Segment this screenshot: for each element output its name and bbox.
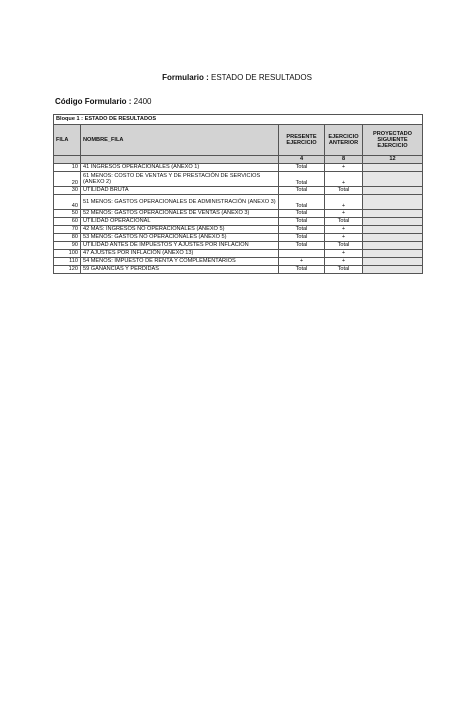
ejercicio-anterior-cell: + — [325, 234, 363, 242]
fila-cell: 30 — [54, 187, 81, 195]
presente-ejercicio-cell: Total — [279, 164, 325, 172]
ejercicio-anterior-cell: + — [325, 226, 363, 234]
ejercicio-anterior-cell: Total — [325, 218, 363, 226]
ejercicio-anterior-cell: + — [325, 195, 363, 210]
fila-cell: 40 — [54, 195, 81, 210]
column-header-anterior: EJERCICIO ANTERIOR — [325, 125, 363, 156]
nombre-fila-cell: 51 MENOS: GASTOS OPERACIONALES DE ADMINISTRACIÓN (ANEXO 3) — [81, 195, 279, 210]
fila-cell: 110 — [54, 258, 81, 266]
proyectado-cell — [363, 210, 423, 218]
nombre-fila-cell: 59 GANANCIAS Y PERDIDAS — [81, 266, 279, 274]
presente-ejercicio-cell: + — [279, 258, 325, 266]
fila-cell: 50 — [54, 210, 81, 218]
table-row — [54, 266, 423, 274]
nombre-fila-cell: 53 MENOS: GASTOS NO OPERACIONALES (ANEXO 5) — [81, 234, 279, 242]
column-header-presente: PRESENTE EJERCICIO — [279, 125, 325, 156]
presente-ejercicio-cell: Total — [279, 172, 325, 187]
presente-ejercicio-cell: Total — [279, 187, 325, 195]
proyectado-cell — [363, 226, 423, 234]
proyectado-cell — [363, 242, 423, 250]
fila-cell: 70 — [54, 226, 81, 234]
proyectado-cell — [363, 218, 423, 226]
ejercicio-anterior-cell: + — [325, 258, 363, 266]
column-header-fila: FILA — [54, 125, 81, 156]
form-code-label: Código Formulario : — [55, 97, 132, 106]
table-row — [54, 164, 423, 172]
presente-ejercicio-cell: Total — [279, 195, 325, 210]
proyectado-cell — [363, 172, 423, 187]
proyectado-cell — [363, 258, 423, 266]
fila-cell: 80 — [54, 234, 81, 242]
nombre-fila-cell: 41 INGRESOS OPERACIONALES (ANEXO 1) — [81, 164, 279, 172]
ejercicio-anterior-cell: Total — [325, 242, 363, 250]
nombre-fila-cell: UTILIDAD OPERACIONAL — [81, 218, 279, 226]
form-label: Formulario : — [162, 73, 209, 82]
column-number-blank — [81, 156, 279, 164]
ejercicio-anterior-cell: Total — [325, 187, 363, 195]
table-row — [54, 250, 423, 258]
table-row — [54, 218, 423, 226]
column-number-anterior: 8 — [325, 156, 363, 164]
block-header-row — [54, 115, 423, 125]
results-table — [53, 114, 423, 274]
table-row — [54, 242, 423, 250]
presente-ejercicio-cell: Total — [279, 210, 325, 218]
table-row — [54, 187, 423, 195]
fila-cell: 60 — [54, 218, 81, 226]
fila-cell: 20 — [54, 172, 81, 187]
nombre-fila-cell: 61 MENOS: COSTO DE VENTAS Y DE PRESTACIÓN DE SERVICIOS (ANEXO 2) — [81, 172, 279, 187]
column-number-proyectado: 12 — [363, 156, 423, 164]
ejercicio-anterior-cell: + — [325, 172, 363, 187]
ejercicio-anterior-cell: + — [325, 210, 363, 218]
form-name: ESTADO DE RESULTADOS — [211, 73, 312, 82]
table-row — [54, 226, 423, 234]
table-row — [54, 195, 423, 210]
table-row — [54, 210, 423, 218]
fila-cell: 100 — [54, 250, 81, 258]
proyectado-cell — [363, 195, 423, 210]
nombre-fila-cell: UTILIDAD ANTES DE IMPUESTOS Y AJUSTES POR INFLACION — [81, 242, 279, 250]
form-title — [0, 73, 474, 82]
presente-ejercicio-cell — [279, 250, 325, 258]
presente-ejercicio-cell: Total — [279, 242, 325, 250]
proyectado-cell — [363, 187, 423, 195]
column-number-presente: 4 — [279, 156, 325, 164]
ejercicio-anterior-cell: + — [325, 164, 363, 172]
presente-ejercicio-cell: Total — [279, 226, 325, 234]
nombre-fila-cell: 42 MAS: INGRESOS NO OPERACIONALES (ANEXO 5) — [81, 226, 279, 234]
table-row — [54, 234, 423, 242]
table-row — [54, 172, 423, 187]
form-code-value: 2400 — [133, 97, 152, 106]
fila-cell: 10 — [54, 164, 81, 172]
column-header-proyectado: PROYECTADO SIGUIENTE EJERCICIO — [363, 125, 423, 156]
proyectado-cell — [363, 266, 423, 274]
column-header-row — [54, 125, 423, 156]
column-number-row — [54, 156, 423, 164]
nombre-fila-cell: UTILIDAD BRUTA — [81, 187, 279, 195]
column-header-nombre: NOMBRE_FILA — [81, 125, 279, 156]
fila-cell: 90 — [54, 242, 81, 250]
fila-cell: 120 — [54, 266, 81, 274]
form-code — [55, 97, 151, 106]
proyectado-cell — [363, 164, 423, 172]
nombre-fila-cell: 47 AJUSTES POR INFLACIÓN (ANEXO 13) — [81, 250, 279, 258]
ejercicio-anterior-cell: + — [325, 250, 363, 258]
column-number-blank — [54, 156, 81, 164]
table-row — [54, 258, 423, 266]
presente-ejercicio-cell: Total — [279, 218, 325, 226]
presente-ejercicio-cell: Total — [279, 266, 325, 274]
nombre-fila-cell: 54 MENOS: IMPUESTO DE RENTA Y COMPLEMENTARIOS — [81, 258, 279, 266]
proyectado-cell — [363, 234, 423, 242]
nombre-fila-cell: 52 MENOS: GASTOS OPERACIONALES DE VENTAS (ANEXO 3) — [81, 210, 279, 218]
presente-ejercicio-cell: Total — [279, 234, 325, 242]
proyectado-cell — [363, 250, 423, 258]
ejercicio-anterior-cell: Total — [325, 266, 363, 274]
block-title: Bloque 1 : ESTADO DE RESULTADOS — [54, 115, 423, 125]
